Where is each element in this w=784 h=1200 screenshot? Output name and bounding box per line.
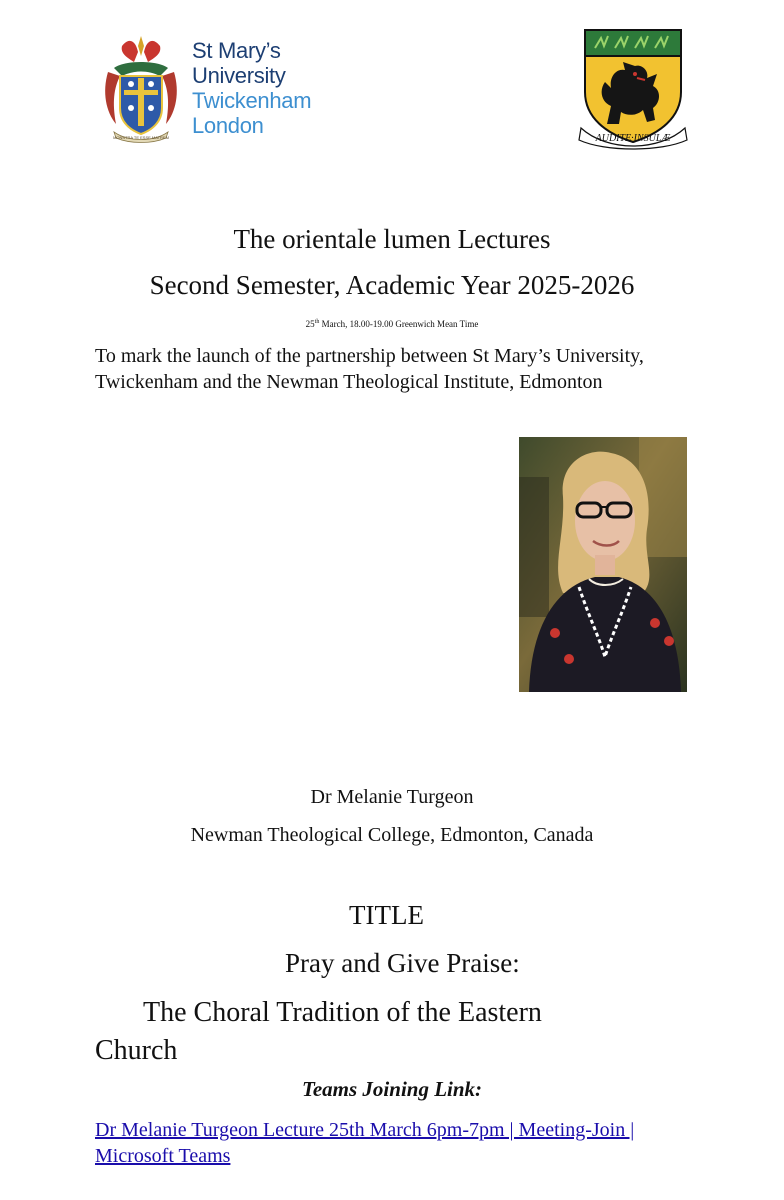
st-marys-wordmark: [192, 38, 311, 138]
lecture-title-line-1: Pray and Give Praise:: [285, 948, 520, 978]
lecture-heading: TITLE: [349, 900, 424, 930]
series-title: The orientale lumen Lectures: [233, 224, 551, 254]
semester-title: Second Semester, Academic Year 2025-2026: [149, 270, 635, 300]
wordmark-line-1: St Mary’s: [192, 38, 281, 63]
lecture-title-line-2: The Choral Tradition of the Eastern Church: [95, 997, 542, 1066]
teams-label: Teams Joining Link:: [301, 1077, 483, 1101]
wordmark-line-4: London: [192, 113, 264, 138]
event-date: [0, 319, 784, 329]
teams-joining-link[interactable]: Dr Melanie Turgeon Lecture 25th March 6pm-7pm | Meeting-Join | Microsoft Teams: [95, 1119, 635, 1167]
speaker-photo: [519, 437, 687, 692]
date-day: 25: [305, 319, 315, 329]
crest-motto-ribbon: AUDITE·INSULÆ: [595, 133, 671, 144]
partner-institution-crest: [577, 28, 689, 150]
speaker-name: Dr Melanie Turgeon: [310, 786, 474, 808]
speaker-affiliation: Newman Theological College, Edmonton, Canada: [190, 824, 594, 846]
st-marys-crest-logo: [100, 32, 182, 144]
date-rest: March, 18.00-19.00 Greenwich Mean Time: [319, 319, 479, 329]
wordmark-line-3: Twickenham: [192, 88, 312, 113]
wordmark-line-2: University: [192, 63, 286, 88]
date-suffix: th: [314, 319, 320, 325]
intro-paragraph: To mark the launch of the partnership between St Mary’s University, Twickenham and the Newman Theological Institute, Edmonton: [95, 345, 644, 393]
crest-motto: MONSTRA TE ESSE MATREM: [113, 135, 169, 140]
